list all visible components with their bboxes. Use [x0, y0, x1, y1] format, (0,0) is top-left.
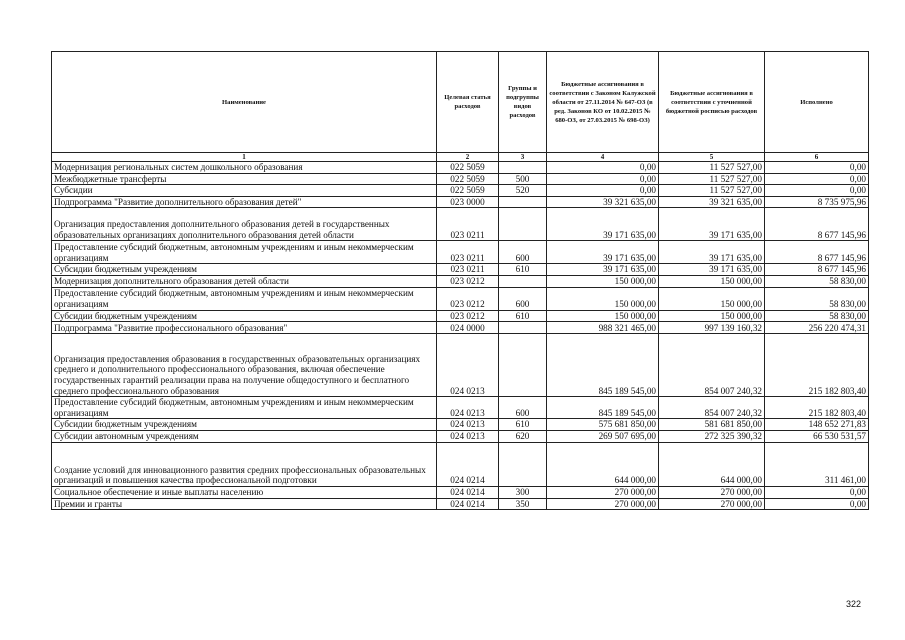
- row-group-code: 600: [499, 241, 547, 264]
- table-row: [52, 162, 869, 174]
- row-name: Предоставление субсидий бюджетным, автономным учреждениям и иным некоммерческим организациям: [52, 287, 437, 310]
- row-target-code: 024 0214: [437, 486, 499, 498]
- table-row: [52, 419, 869, 431]
- header-name: Наименование: [52, 52, 437, 153]
- column-number: 5: [659, 153, 765, 162]
- row-executed-amount: 8 677 145,96: [765, 208, 869, 241]
- row-refined-amount: 644 000,00: [659, 442, 765, 486]
- row-name: Подпрограмма "Развитие профессионального образования": [52, 322, 437, 334]
- row-target-code: 023 0211: [437, 241, 499, 264]
- row-name: Подпрограмма "Развитие дополнительного образования детей": [52, 196, 437, 208]
- row-executed-amount: 215 182 803,40: [765, 334, 869, 397]
- row-group-code: [499, 275, 547, 287]
- row-target-code: 024 0214: [437, 442, 499, 486]
- header-law-assignments: Бюджетные ассигнования в соответствии с Законом Калужской области от 27.11.2014 № 647-ОЗ (в ред. Законов КО от 10.02.2015 № 680-ОЗ, от 27.03.2015 № 698-ОЗ): [547, 52, 659, 153]
- table-row: [52, 264, 869, 276]
- table-row: [52, 486, 869, 498]
- row-executed-amount: 58 830,00: [765, 310, 869, 322]
- row-law-amount: 39 321 635,00: [547, 196, 659, 208]
- table-row: [52, 241, 869, 264]
- row-refined-amount: 270 000,00: [659, 498, 765, 510]
- row-target-code: 024 0214: [437, 498, 499, 510]
- row-group-code: 610: [499, 264, 547, 276]
- row-name: Субсидии бюджетным учреждениям: [52, 310, 437, 322]
- row-name: Предоставление субсидий бюджетным, автономным учреждениям и иным некоммерческим организациям: [52, 241, 437, 264]
- table-row: [52, 185, 869, 197]
- row-refined-amount: 150 000,00: [659, 310, 765, 322]
- row-refined-amount: 272 325 390,32: [659, 430, 765, 442]
- row-refined-amount: 150 000,00: [659, 275, 765, 287]
- row-target-code: 023 0211: [437, 264, 499, 276]
- row-name: Организация предоставления дополнительного образования детей в государственных образовательных организациях дополнительного образования детей области: [52, 208, 437, 241]
- row-executed-amount: 0,00: [765, 162, 869, 174]
- row-law-amount: 270 000,00: [547, 498, 659, 510]
- page-number: 322: [846, 599, 862, 609]
- row-refined-amount: 11 527 527,00: [659, 162, 765, 174]
- row-executed-amount: 8 735 975,96: [765, 196, 869, 208]
- column-number: 4: [547, 153, 659, 162]
- row-refined-amount: 854 007 240,32: [659, 397, 765, 419]
- row-target-code: 024 0213: [437, 430, 499, 442]
- row-group-code: 350: [499, 498, 547, 510]
- row-group-code: 610: [499, 310, 547, 322]
- column-number: 6: [765, 153, 869, 162]
- row-refined-amount: 39 171 635,00: [659, 241, 765, 264]
- row-law-amount: 39 171 635,00: [547, 241, 659, 264]
- row-group-code: [499, 442, 547, 486]
- row-law-amount: 644 000,00: [547, 442, 659, 486]
- row-executed-amount: 8 677 145,96: [765, 241, 869, 264]
- table-row: [52, 310, 869, 322]
- row-name: Предоставление субсидий бюджетным, автономным учреждениям и иным некоммерческим организациям: [52, 397, 437, 419]
- row-refined-amount: 854 007 240,32: [659, 334, 765, 397]
- header-executed: Исполнено: [765, 52, 869, 153]
- row-law-amount: 150 000,00: [547, 287, 659, 310]
- row-group-code: [499, 196, 547, 208]
- row-target-code: 023 0212: [437, 275, 499, 287]
- row-executed-amount: 215 182 803,40: [765, 397, 869, 419]
- row-executed-amount: 256 220 474,31: [765, 322, 869, 334]
- header-expense-groups: Группы и подгруппы видов расходов: [499, 52, 547, 153]
- row-refined-amount: 11 527 527,00: [659, 173, 765, 185]
- row-target-code: 024 0213: [437, 419, 499, 431]
- row-target-code: 023 0211: [437, 208, 499, 241]
- row-law-amount: 39 171 635,00: [547, 264, 659, 276]
- row-target-code: 022 5059: [437, 185, 499, 197]
- table-header-row: [52, 52, 869, 153]
- row-group-code: [499, 334, 547, 397]
- row-group-code: [499, 322, 547, 334]
- table-row: [52, 173, 869, 185]
- row-law-amount: 0,00: [547, 162, 659, 174]
- row-group-code: [499, 208, 547, 241]
- row-executed-amount: 0,00: [765, 498, 869, 510]
- row-refined-amount: 39 321 635,00: [659, 196, 765, 208]
- row-name: Социальное обеспечение и иные выплаты населению: [52, 486, 437, 498]
- row-law-amount: 845 189 545,00: [547, 397, 659, 419]
- row-refined-amount: 39 171 635,00: [659, 208, 765, 241]
- header-refined-assignments: Бюджетные ассигнования в соответствии с уточненной бюджетной росписью расходов: [659, 52, 765, 153]
- row-name: Модернизация дополнительного образования детей области: [52, 275, 437, 287]
- table-row: [52, 498, 869, 510]
- row-target-code: 023 0000: [437, 196, 499, 208]
- row-law-amount: 39 171 635,00: [547, 208, 659, 241]
- row-group-code: 300: [499, 486, 547, 498]
- row-name: Модернизация региональных систем дошкольного образования: [52, 162, 437, 174]
- row-refined-amount: 150 000,00: [659, 287, 765, 310]
- row-target-code: 023 0212: [437, 310, 499, 322]
- row-name: Субсидии: [52, 185, 437, 197]
- row-refined-amount: 11 527 527,00: [659, 185, 765, 197]
- row-refined-amount: 270 000,00: [659, 486, 765, 498]
- row-target-code: 022 5059: [437, 173, 499, 185]
- row-target-code: 024 0213: [437, 397, 499, 419]
- table-row: [52, 430, 869, 442]
- row-target-code: 024 0213: [437, 334, 499, 397]
- column-number: 2: [437, 153, 499, 162]
- row-name: Премии и гранты: [52, 498, 437, 510]
- row-refined-amount: 997 139 160,32: [659, 322, 765, 334]
- budget-table: [51, 51, 869, 510]
- column-number: 1: [52, 153, 437, 162]
- header-target-article: Целевая статья расходов: [437, 52, 499, 153]
- row-name: Создание условий для инновационного развития средних профессиональных образовательных организаций и повышения качества профессиональной подготовки: [52, 442, 437, 486]
- column-number: 3: [499, 153, 547, 162]
- row-law-amount: 988 321 465,00: [547, 322, 659, 334]
- row-executed-amount: 8 677 145,96: [765, 264, 869, 276]
- row-law-amount: 269 507 695,00: [547, 430, 659, 442]
- row-law-amount: 0,00: [547, 185, 659, 197]
- row-law-amount: 150 000,00: [547, 310, 659, 322]
- row-law-amount: 270 000,00: [547, 486, 659, 498]
- row-group-code: 600: [499, 397, 547, 419]
- table-row: [52, 275, 869, 287]
- row-name: Организация предоставления образования в государственных образовательных организациях среднего и дополнительного профессионального образования, включая обеспечение государственных гарантий реализации права на получение общедоступного и бесплатного среднего профессионального образования: [52, 334, 437, 397]
- row-law-amount: 150 000,00: [547, 275, 659, 287]
- row-refined-amount: 581 681 850,00: [659, 419, 765, 431]
- row-group-code: 610: [499, 419, 547, 431]
- row-executed-amount: 0,00: [765, 185, 869, 197]
- row-target-code: 024 0000: [437, 322, 499, 334]
- row-law-amount: 845 189 545,00: [547, 334, 659, 397]
- row-executed-amount: 58 830,00: [765, 287, 869, 310]
- row-group-code: [499, 162, 547, 174]
- row-target-code: 023 0212: [437, 287, 499, 310]
- table-row: [52, 287, 869, 310]
- row-refined-amount: 39 171 635,00: [659, 264, 765, 276]
- row-group-code: 500: [499, 173, 547, 185]
- table-row: [52, 208, 869, 241]
- row-name: Субсидии бюджетным учреждениям: [52, 264, 437, 276]
- row-name: Субсидии бюджетным учреждениям: [52, 419, 437, 431]
- row-name: Межбюджетные трансферты: [52, 173, 437, 185]
- row-executed-amount: 0,00: [765, 486, 869, 498]
- column-number-row: [52, 153, 869, 162]
- row-executed-amount: 58 830,00: [765, 275, 869, 287]
- row-executed-amount: 0,00: [765, 173, 869, 185]
- row-law-amount: 0,00: [547, 173, 659, 185]
- table-row: [52, 196, 869, 208]
- row-group-code: 600: [499, 287, 547, 310]
- table-row: [52, 397, 869, 419]
- row-executed-amount: 148 652 271,83: [765, 419, 869, 431]
- table-row: [52, 322, 869, 334]
- row-executed-amount: 66 530 531,57: [765, 430, 869, 442]
- row-law-amount: 575 681 850,00: [547, 419, 659, 431]
- row-executed-amount: 311 461,00: [765, 442, 869, 486]
- row-target-code: 022 5059: [437, 162, 499, 174]
- table-row: [52, 334, 869, 397]
- row-group-code: 620: [499, 430, 547, 442]
- table-row: [52, 442, 869, 486]
- row-name: Субсидии автономным учреждениям: [52, 430, 437, 442]
- row-group-code: 520: [499, 185, 547, 197]
